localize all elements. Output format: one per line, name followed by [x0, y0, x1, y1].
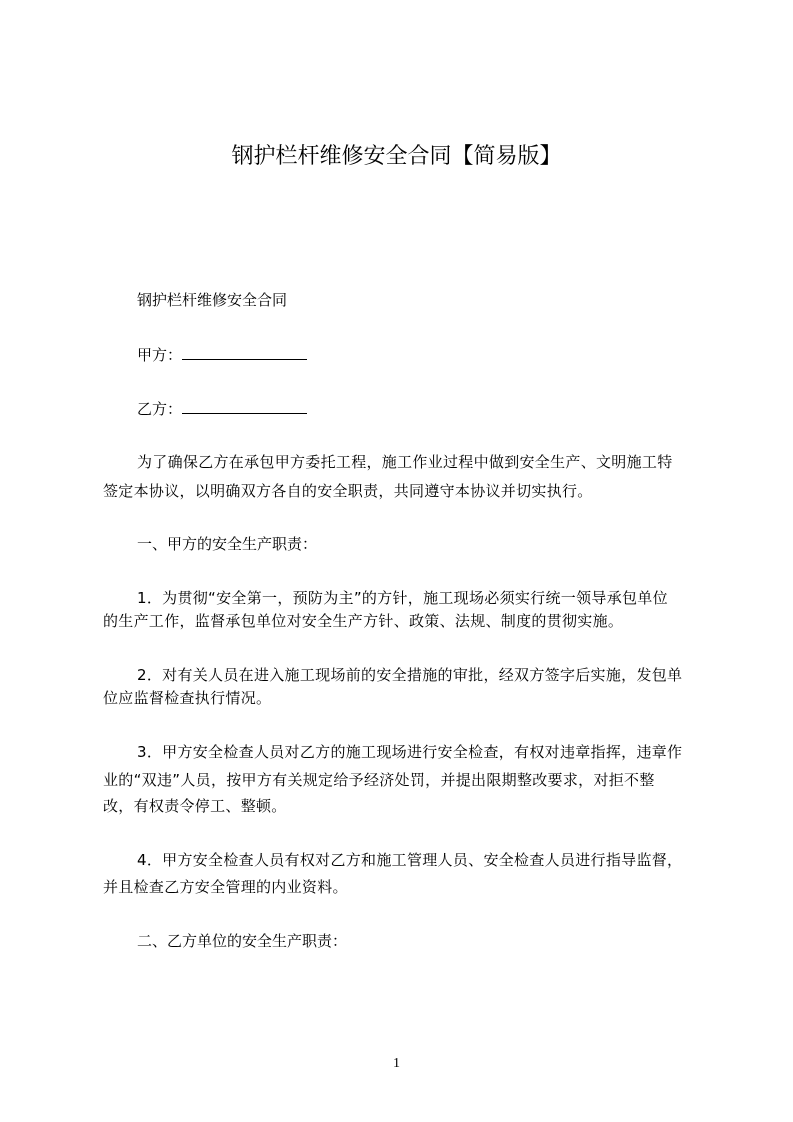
party-a-blank: [182, 345, 307, 360]
party-a-label: 甲方：: [137, 346, 183, 364]
party-b-blank: [182, 399, 307, 414]
clause-line: 2．对有关人员在进入施工现场前的安全措施的审批，经双方签字后实施，发包单: [137, 666, 683, 684]
document-title: 钢护栏杆维修安全合同【简易版】: [231, 144, 562, 169]
clause-line: 位应监督检查执行情况。: [103, 689, 272, 707]
clause-line: 4．甲方安全检查人员有权对乙方和施工管理人员、安全检查人员进行指导监督，: [137, 851, 683, 869]
clause-line: 3．甲方安全检查人员对乙方的施工现场进行安全检查，有权对违章指挥，违章作: [137, 743, 683, 761]
intro-line: 为了确保乙方在承包甲方委托工程，施工作业过程中做到安全生产、文明施工特: [137, 453, 673, 471]
intro-line: 签定本协议，以明确双方各自的安全职责，共同遵守本协议并切实执行。: [103, 482, 593, 500]
party-b-field: [137, 399, 307, 419]
party-a-field: [137, 345, 307, 365]
contract-subtitle: 钢护栏杆维修安全合同: [137, 291, 288, 309]
section-heading: 一、甲方的安全生产职责：: [137, 535, 318, 553]
clause-line: 业的“双违”人员，按甲方有关规定给予经济处罚，并提出限期整改要求，对拒不整: [103, 771, 655, 789]
clause-line: 并且检查乙方安全管理的内业资料。: [103, 878, 348, 896]
clause-line: 的生产工作，监督承包单位对安全生产方针、政策、法规、制度的贯彻实施。: [103, 612, 624, 630]
section-heading: 二、乙方单位的安全生产职责：: [137, 932, 348, 950]
page-number: 1: [393, 1056, 400, 1071]
clause-line: 1．为贯彻“安全第一，预防为主”的方针，施工现场必须实行统一领导承包单位: [137, 589, 668, 607]
clause-line: 改，有权责令停工、整顿。: [103, 797, 287, 815]
party-b-label: 乙方：: [137, 400, 183, 418]
